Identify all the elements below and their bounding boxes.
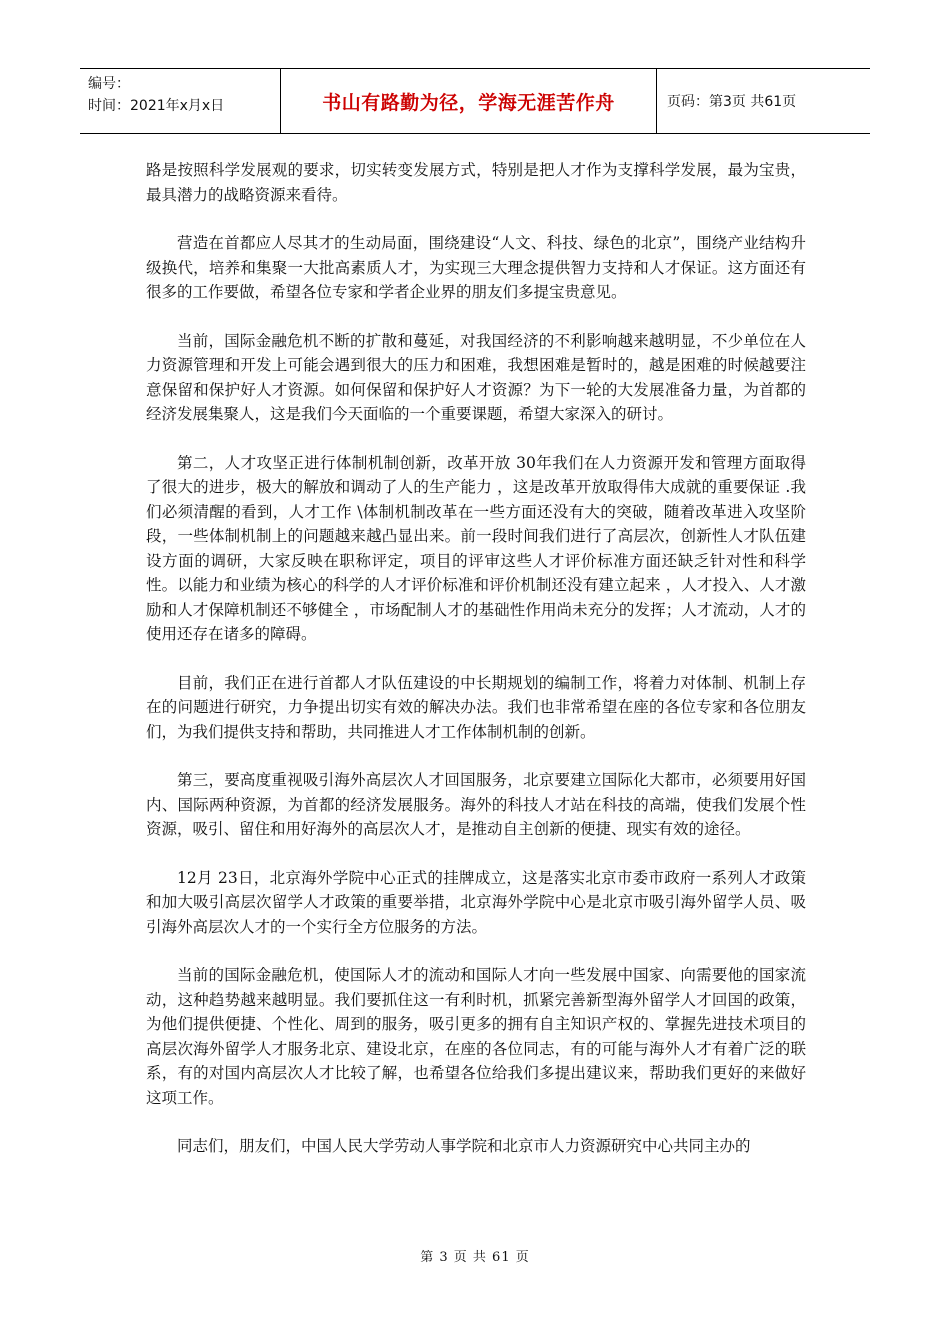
document-header [80,68,870,134]
paragraph: 目前，我们正在进行首都人才队伍建设的中长期规划的编制工作，将着力对体制、机制上存在的问题进行研究，力争提出切实有效的解决办法。我们也非常希望在座的各位专家和各位朋友们，为我们提供支持和帮助，共同推进人才工作体制机制的创新。 [146,673,806,741]
header-meta [80,69,280,133]
paragraph: 当前，国际金融危机不断的扩散和蔓延，对我国经济的不利影响越来越明显，不少单位在人力资源管理和开发上可能会遇到很大的压力和困难，我想困难是暂时的，越是困难的时候越要注意保留和保护好人才资源。如何保留和保护好人才资源？为下一轮的大发展准备力量，为首都的经济发展集聚人，这是我们今天面临的一个重要课题，希望大家深入的研讨。 [146,331,806,423]
paragraph: 营造在首都应人尽其才的生动局面，围绕建设“人文、科技、绿色的北京”，围绕产业结构升级换代，培养和集聚一大批高素质人才，为实现三大理念提供智力支持和人才保证。这方面还有很多的工作要做，希望各位专家和学者企业界的朋友们多提宝贵意见。 [146,234,806,301]
document-code-label: 编号： [88,76,130,92]
document-body [146,158,806,1183]
paragraph: 12月 23日，北京海外学院中心正式的挂牌成立，这是落实北京市委市政府一系列人才政策和加大吸引高层次留学人才政策的重要举措，北京海外学院中心是北京市吸引海外留学人员、吸引海外高层次人才的一个实行全方位服务的方法。 [146,868,806,936]
paragraph: 第三，要高度重视吸引海外高层次人才回国服务，北京要建立国际化大都市，必须要用好国内、国际两种资源，为首都的经济发展服务。海外的科技人才站在科技的高端，使我们发展个性资源，吸引、留住和用好海外的高层次人才，是推动自主创新的便捷、现实有效的途径。 [146,771,806,838]
paragraph: 同志们，朋友们，中国人民大学劳动人事学院和北京市人力资源研究中心共同主办的 [177,1137,751,1155]
document-date: 时间：2021年x月x日 [88,98,225,114]
paragraph: 第二，人才攻坚正进行体制机制创新，改革开放 30年我们在人力资源开发和管理方面取得了很大的进步，极大的解放和调动了人的生产能力 ，这是改革开放取得伟大成就的重要保证 .我们必须清醒的看到，人才工作 \体制机制改革在一些方面还没有大的突破，随着改革进入攻坚阶段，一些体制机制上的问题越来越凸显出来。前一段时间我们进行了高层次，创新性人才队伍建设方面的调研，大家反映在职称评定，项目的评审这些人才评价标准方面还缺乏针对性和科学性。以能力和业绩为核心的科学的人才评价标准和评价机制还没有建立起来 ，人才投入、人才激励和人才保障机制还不够健全 ，市场配制人才的基础性作用尚未充分的发挥；人才流动，人才的使用还存在诸多的障碍。 [146,453,806,643]
header-page-info: 页码：第3页 共61页 [667,94,797,110]
paragraph: 当前的国际金融危机，使国际人才的流动和国际人才向一些发展中国家、向需要他的国家流动，这种趋势越来越明显。我们要抓住这一有利时机，抓紧完善新型海外留学人才回国的政策，为他们提供便捷、个性化、周到的服务，吸引更多的拥有自主知识产权的、掌握先进技术项目的高层次海外留学人才服务北京、建设北京，在座的各位同志，有的可能与海外人才有着广泛的联系，有的对国内高层次人才比较了解，也希望各位给我们多提出建议来，帮助我们更好的来做好这项工作。 [146,966,806,1107]
page-footer: 第 3 页 共 61 页 [420,1250,530,1265]
header-motto: 书山有路勤为径，学海无涯苦作舟 [280,69,657,133]
paragraph-continued: 路是按照科学发展观的要求，切实转变发展方式，特别是把人才作为支撑科学发展，最为宝贵，最具潜力的战略资源来看待。 [146,161,806,204]
